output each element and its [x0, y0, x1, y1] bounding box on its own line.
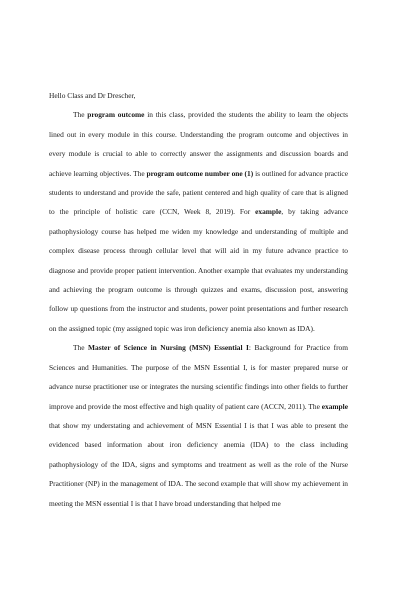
text-run: : Background for Practice from Sciences and Humanities. The purpose of the MSN Essential I, is for master prepared nurse or advance nurse practitioner use or integrates the nursing scientific findings into other fields to further improve and provide the most effective and high quality of patient care (ACCN, 2011). The: [49, 343, 349, 411]
text-run: The: [73, 110, 88, 120]
paragraph-program-outcome: [49, 105, 348, 338]
text-run: The: [73, 343, 89, 353]
text-run: , by taking advance pathophysiology course has helped me widen my knowledge and understanding of multiple and complex disease process through cellular level that will aid in my future advance practice to diagnose and provide proper patient intervention. Another example that evaluates my understanding and achieving the program outcome is through quizzes and exams, discussion post, answering follow up questions from the instructor and students, power point presentations and further research on the assigned topic (my assigned topic was iron deficiency anemia also known as IDA).: [49, 207, 348, 333]
text-run: is outlined for advance practice students to understand and provide the safe, patient centered and high quality of care that is aligned to the principle of holistic care (CCN, Week 8, 2019). For: [49, 168, 348, 217]
paragraph-msn-essential: [49, 338, 348, 513]
bold-run: Master of Science in Nursing (MSN) Essential I: [88, 343, 249, 353]
bold-run: program outcome number one (1): [146, 168, 254, 178]
bold-run: program outcome: [87, 110, 145, 120]
text-run: that show my understating and achievement of MSN Essential I is that I was able to present the evidenced based information about iron deficiency anemia (IDA) to the class including pathophysiology of the IDA, signs and symptoms and treatment as well as the role of the Nurse Practitioner (NP) in the management of IDA. The second example that will show my achievement in meeting the MSN essential I is that I have broad understanding that helped me: [49, 420, 348, 508]
greeting: Hello Class and Dr Drescher,: [49, 91, 136, 100]
text-run: in this class, provided the students the ability to learn the objects lined out in every module in this course. Understanding the program outcome and objectives in every module is crucial to able to correctly answer the assignments and discussion boards and achieve learning objectives. The: [49, 110, 349, 178]
bold-run: example: [321, 401, 348, 411]
bold-run: example: [255, 207, 282, 217]
